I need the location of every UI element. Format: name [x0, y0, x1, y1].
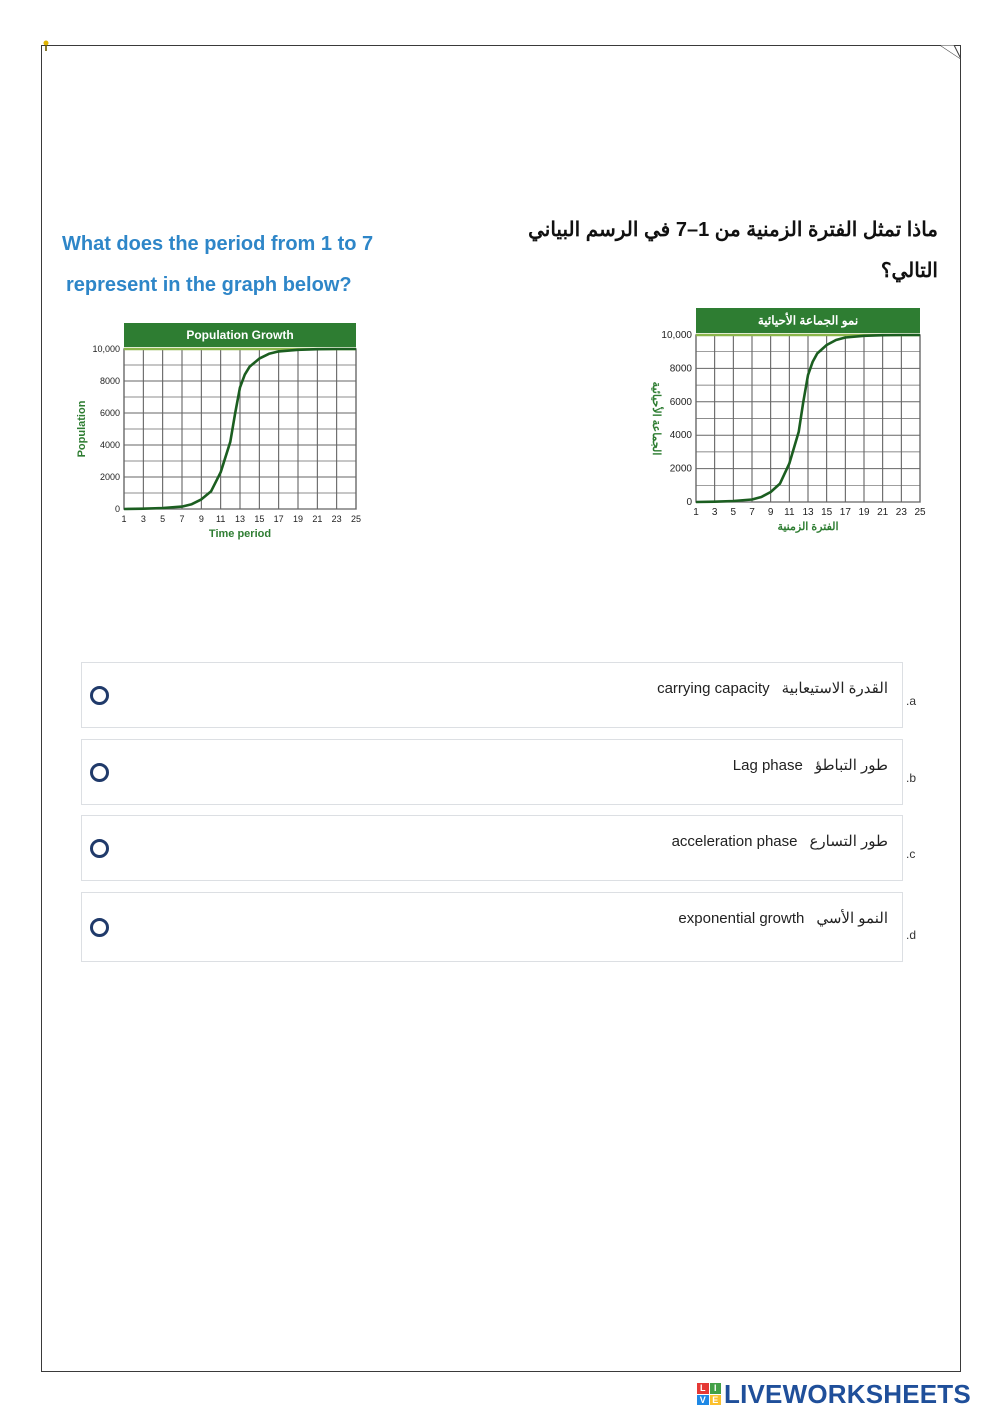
- logo-letter-v: V: [697, 1395, 709, 1406]
- population-growth-chart-en: [70, 318, 370, 550]
- liveworksheets-logo-icon: [697, 1383, 721, 1405]
- option-a-letter: .a: [906, 694, 917, 708]
- option-c-en: acceleration phase: [671, 833, 798, 850]
- option-b-letter: .b: [906, 771, 917, 785]
- y-tick-label: 4000: [669, 430, 692, 442]
- y-tick-label: 2000: [99, 472, 120, 482]
- x-tick-label: 19: [292, 514, 304, 524]
- x-axis-label: الفترة الزمنية: [777, 521, 839, 533]
- option-a-ar: القدرة الاستيعابية: [781, 680, 888, 697]
- x-tick-label: 3: [711, 507, 718, 518]
- x-tick-label: 1: [121, 514, 127, 524]
- x-tick-label: 25: [914, 507, 926, 518]
- y-tick-label: 0: [114, 504, 120, 514]
- x-tick-label: 23: [331, 514, 342, 524]
- x-tick-label: 13: [234, 514, 246, 524]
- option-d-letter: .d: [906, 928, 917, 942]
- x-tick-label: 7: [749, 507, 755, 518]
- y-tick-label: 2000: [669, 463, 692, 475]
- logo-letter-i: I: [710, 1383, 722, 1394]
- radio-button-b[interactable]: [90, 763, 109, 782]
- option-c-letter: .c: [906, 847, 916, 861]
- x-tick-label: 17: [839, 507, 851, 518]
- y-tick-label: 6000: [99, 408, 120, 418]
- brand-name: LIVEWORKSHEETS: [724, 1378, 971, 1409]
- option-a[interactable]: [81, 662, 903, 728]
- option-c-label: [672, 832, 888, 850]
- x-tick-label: 13: [802, 507, 814, 518]
- question-arabic: [520, 210, 938, 292]
- option-a-en: carrying capacity: [657, 680, 770, 697]
- question-english: [62, 224, 462, 306]
- option-a-label: [657, 679, 888, 697]
- option-d-ar: النمو الأسي: [816, 910, 888, 927]
- radio-button-a[interactable]: [90, 686, 109, 705]
- y-tick-label: 0: [686, 497, 692, 508]
- x-tick-label: 25: [350, 514, 362, 524]
- x-tick-label: 17: [273, 514, 284, 524]
- x-tick-label: 11: [215, 514, 226, 524]
- x-tick-label: 23: [895, 507, 907, 518]
- pin-icon: [42, 40, 50, 52]
- x-tick-label: 21: [877, 507, 889, 518]
- question-en-line1: What does the period from 1 to 7: [62, 233, 374, 255]
- option-c[interactable]: [81, 815, 903, 881]
- x-tick-label: 7: [179, 514, 185, 524]
- option-b-label: [733, 756, 888, 774]
- x-tick-label: 5: [160, 514, 166, 524]
- option-b-en: Lag phase: [732, 757, 803, 774]
- x-tick-label: 15: [254, 514, 265, 524]
- y-tick-label: 4000: [99, 440, 120, 450]
- y-tick-label: 6000: [669, 396, 692, 408]
- x-axis-label: Time period: [208, 528, 272, 540]
- x-tick-label: 21: [312, 514, 323, 524]
- x-tick-label: 1: [693, 507, 699, 518]
- y-tick-label: 10,000: [92, 344, 120, 354]
- logo-letter-l: L: [697, 1383, 709, 1394]
- question-ar-line2: التالي؟: [880, 260, 938, 282]
- logo-letter-e: E: [710, 1395, 722, 1406]
- y-tick-label: 10,000: [661, 330, 692, 341]
- option-d[interactable]: [81, 892, 903, 962]
- y-tick-label: 8000: [669, 363, 692, 375]
- chart-title: Population Growth: [186, 328, 294, 342]
- liveworksheets-brand[interactable]: [697, 1379, 971, 1409]
- x-tick-label: 19: [858, 507, 870, 518]
- radio-button-c[interactable]: [90, 839, 109, 858]
- y-axis-label: Population: [76, 400, 88, 458]
- question-ar-line1: ماذا تمثل الفترة الزمنية من 1–7 في الرسم البياني: [528, 219, 938, 241]
- radio-button-d[interactable]: [90, 918, 109, 937]
- y-tick-label: 8000: [99, 376, 120, 386]
- question-en-line2: represent in the graph below?: [66, 274, 352, 296]
- option-b[interactable]: [81, 739, 903, 805]
- option-c-ar: طور التسارع: [809, 833, 888, 850]
- x-tick-label: 11: [784, 507, 795, 518]
- option-d-label: [678, 909, 888, 927]
- option-b-ar: طور التباطؤ: [814, 757, 888, 774]
- chart-title: نمو الجماعة الأحيائية: [757, 313, 859, 328]
- page-fold-icon: [940, 45, 961, 59]
- option-d-en: exponential growth: [678, 910, 805, 927]
- y-axis-label: الجماعة الأحيائية: [650, 381, 662, 456]
- x-tick-label: 15: [821, 507, 833, 518]
- x-tick-label: 3: [140, 514, 146, 524]
- x-tick-label: 5: [730, 507, 737, 518]
- x-tick-label: 9: [767, 507, 774, 518]
- x-tick-label: 9: [198, 514, 204, 524]
- population-growth-chart-ar: [640, 303, 940, 543]
